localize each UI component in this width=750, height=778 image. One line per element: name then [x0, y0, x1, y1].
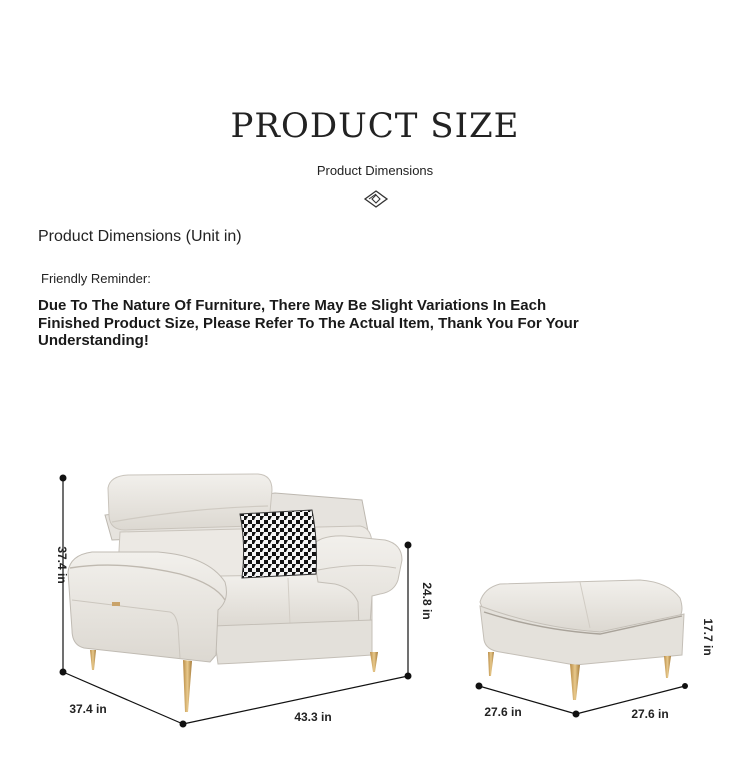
armchair-illustration — [68, 474, 402, 712]
chair-seat-height-label: 24.8 in — [420, 582, 434, 620]
chair-height-label: 37.4 in — [55, 546, 69, 584]
ottoman-illustration — [480, 580, 684, 700]
reminder-title: Friendly Reminder: — [41, 271, 151, 286]
chair-depth-label: 37.4 in — [69, 702, 107, 716]
page-subtitle: Product Dimensions — [316, 163, 434, 178]
chair-width-label: 43.3 in — [294, 710, 332, 724]
ottoman-depth-label: 27.6 in — [484, 705, 522, 719]
reminder-text: Due To The Nature Of Furniture, There May Be Slight Variations In Each Finished Product Size, Please Refer To The Actual Item, Thank You For Your Understanding! — [38, 297, 579, 349]
ottoman-width-label: 27.6 in — [631, 707, 669, 721]
page-title: PRODUCT SIZE — [230, 106, 520, 146]
product-dimension-diagram — [0, 440, 750, 740]
diamond-ornament-icon — [363, 190, 389, 208]
ottoman-height-label: 17.7 in — [701, 618, 715, 656]
dimensions-heading: Product Dimensions (Unit in) — [38, 228, 242, 245]
